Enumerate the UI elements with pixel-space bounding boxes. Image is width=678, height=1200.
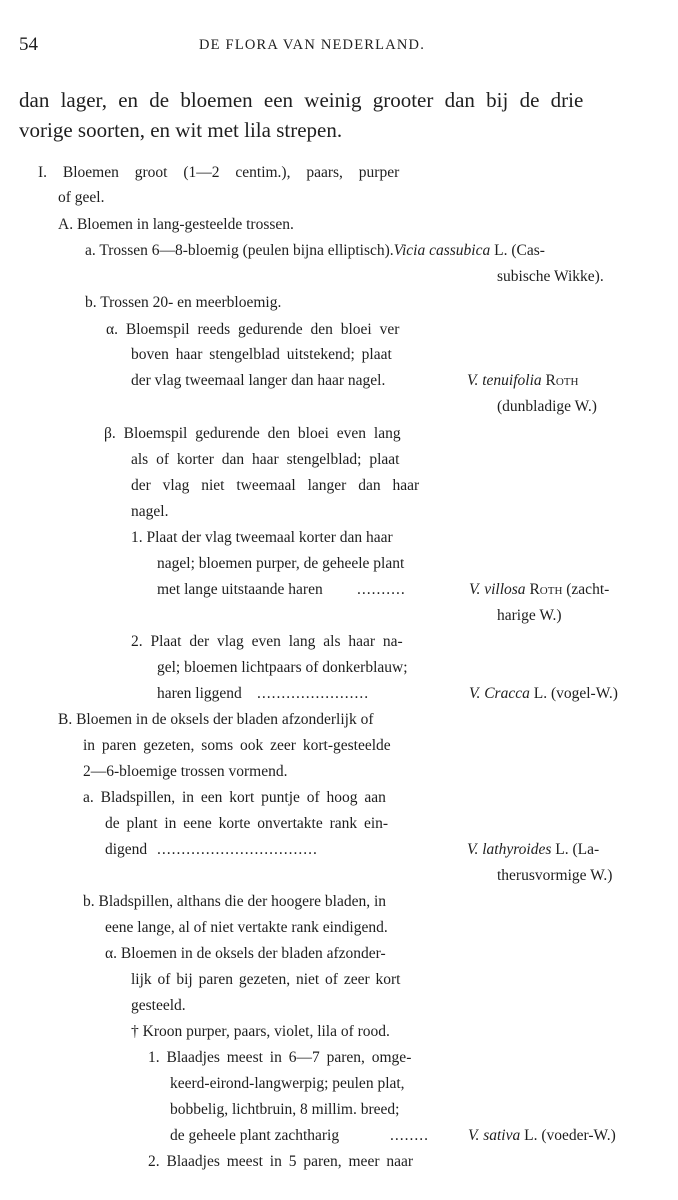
dot-leader: ................................. xyxy=(157,842,318,858)
dot-leader: ........ xyxy=(390,1128,429,1144)
key-line: a. Bladspillen, in een kort puntje of hoog aan xyxy=(83,789,386,806)
key-line xyxy=(85,243,545,259)
key-line: nagel; bloemen purper, de geheele plant xyxy=(157,555,405,572)
key-line: der vlag niet tweemaal langer dan haar xyxy=(131,477,420,494)
key-line: of geel. xyxy=(58,189,105,206)
taxon-author: Roth xyxy=(529,581,563,598)
key-line: 2—6-bloemige trossen vormend. xyxy=(83,763,288,780)
key-line: lijk of bij paren gezeten, niet of zeer kort xyxy=(131,971,401,988)
key-line: gesteeld. xyxy=(131,997,186,1014)
taxon-author: Roth xyxy=(545,372,579,389)
taxon-author: L. xyxy=(555,841,569,858)
key-text: a. Trossen 6—8-bloemig (peulen bijna elliptisch). xyxy=(85,242,394,259)
common-name: (voeder-W.) xyxy=(541,1127,616,1144)
running-title: DE FLORA VAN NEDERLAND. xyxy=(199,37,426,53)
taxon-name: V. tenuifolia xyxy=(467,372,542,389)
taxon-author: L. xyxy=(524,1127,538,1144)
key-line: 2. Blaadjes meest in 5 paren, meer naar xyxy=(148,1153,414,1170)
key-text: der vlag tweemaal langer dan haar nagel. xyxy=(131,372,386,389)
key-line: I. Bloemen groot (1—2 centim.), paars, purper xyxy=(38,164,400,181)
intro-line: dan lager, en de bloemen een weinig grooter dan bij de drie xyxy=(19,88,584,112)
key-line xyxy=(157,686,618,702)
taxon-name: V. lathyroides xyxy=(467,841,552,858)
taxon-name: Vicia cassubica xyxy=(393,242,491,259)
taxon-author: L. xyxy=(533,685,548,702)
key-line: therusvormige W.) xyxy=(497,867,613,884)
key-line: b. Bladspillen, althans die der hoogere bladen, in xyxy=(83,893,387,910)
key-line: (dunbladige W.) xyxy=(497,398,597,415)
key-line: de plant in eene korte onvertakte rank ein- xyxy=(105,815,389,832)
key-line xyxy=(131,373,578,389)
key-line: 1. Plaat der vlag tweemaal korter dan haar xyxy=(131,529,393,546)
intro-line: vorige soorten, en wit met lila strepen. xyxy=(19,118,343,142)
key-line: in paren gezeten, soms ook zeer kort-gesteelde xyxy=(83,737,391,754)
key-line: bobbelig, lichtbruin, 8 millim. breed; xyxy=(170,1101,400,1118)
key-text: digend xyxy=(105,841,148,858)
key-line: harige W.) xyxy=(497,607,562,624)
taxon-name: V. sativa xyxy=(468,1127,521,1144)
key-line: subische Wikke). xyxy=(497,268,604,285)
key-line: nagel. xyxy=(131,503,169,520)
common-name: (vogel-W.) xyxy=(550,685,618,702)
key-line: b. Trossen 20- en meerbloemig. xyxy=(85,294,282,311)
key-line: α. Bloemen in de oksels der bladen afzonder- xyxy=(105,945,386,962)
key-line: † Kroon purper, paars, violet, lila of rood. xyxy=(131,1023,390,1040)
key-text: met lange uitstaande haren xyxy=(157,581,323,598)
key-line: boven haar stengelblad uitstekend; plaat xyxy=(131,346,392,363)
key-line: B. Bloemen in de oksels der bladen afzonderlijk of xyxy=(58,711,374,728)
page-number: 54 xyxy=(19,34,38,55)
common-name: (La- xyxy=(572,841,600,858)
key-line: 2. Plaat der vlag even lang als haar na- xyxy=(131,633,403,650)
key-line: gel; bloemen lichtpaars of donkerblauw; xyxy=(157,659,408,676)
key-line: β. Bloemspil gedurende den bloei even lang xyxy=(104,425,401,442)
dot-leader: ....................... xyxy=(257,686,370,702)
key-line: keerd-eirond-langwerpig; peulen plat, xyxy=(170,1075,405,1092)
taxon-name: V. villosa xyxy=(469,581,526,598)
key-line xyxy=(157,582,609,598)
taxon-author: L. xyxy=(494,242,508,259)
key-line xyxy=(170,1128,616,1144)
key-text: haren liggend xyxy=(157,685,242,702)
key-line: eene lange, al of niet vertakte rank eindigend. xyxy=(105,919,388,936)
key-line: 1. Blaadjes meest in 6—7 paren, omge- xyxy=(148,1049,412,1066)
common-name: (Cas- xyxy=(511,242,545,259)
key-line xyxy=(105,842,599,858)
key-line: A. Bloemen in lang-gesteelde trossen. xyxy=(58,216,294,233)
common-name: (zacht- xyxy=(566,581,610,598)
key-text: de geheele plant zachtharig xyxy=(170,1127,340,1144)
key-line: als of korter dan haar stengelblad; plaat xyxy=(131,451,400,468)
dot-leader: .......... xyxy=(357,582,406,598)
taxon-name: V. Cracca xyxy=(469,685,530,702)
key-line: α. Bloemspil reeds gedurende den bloei ver xyxy=(106,321,400,338)
